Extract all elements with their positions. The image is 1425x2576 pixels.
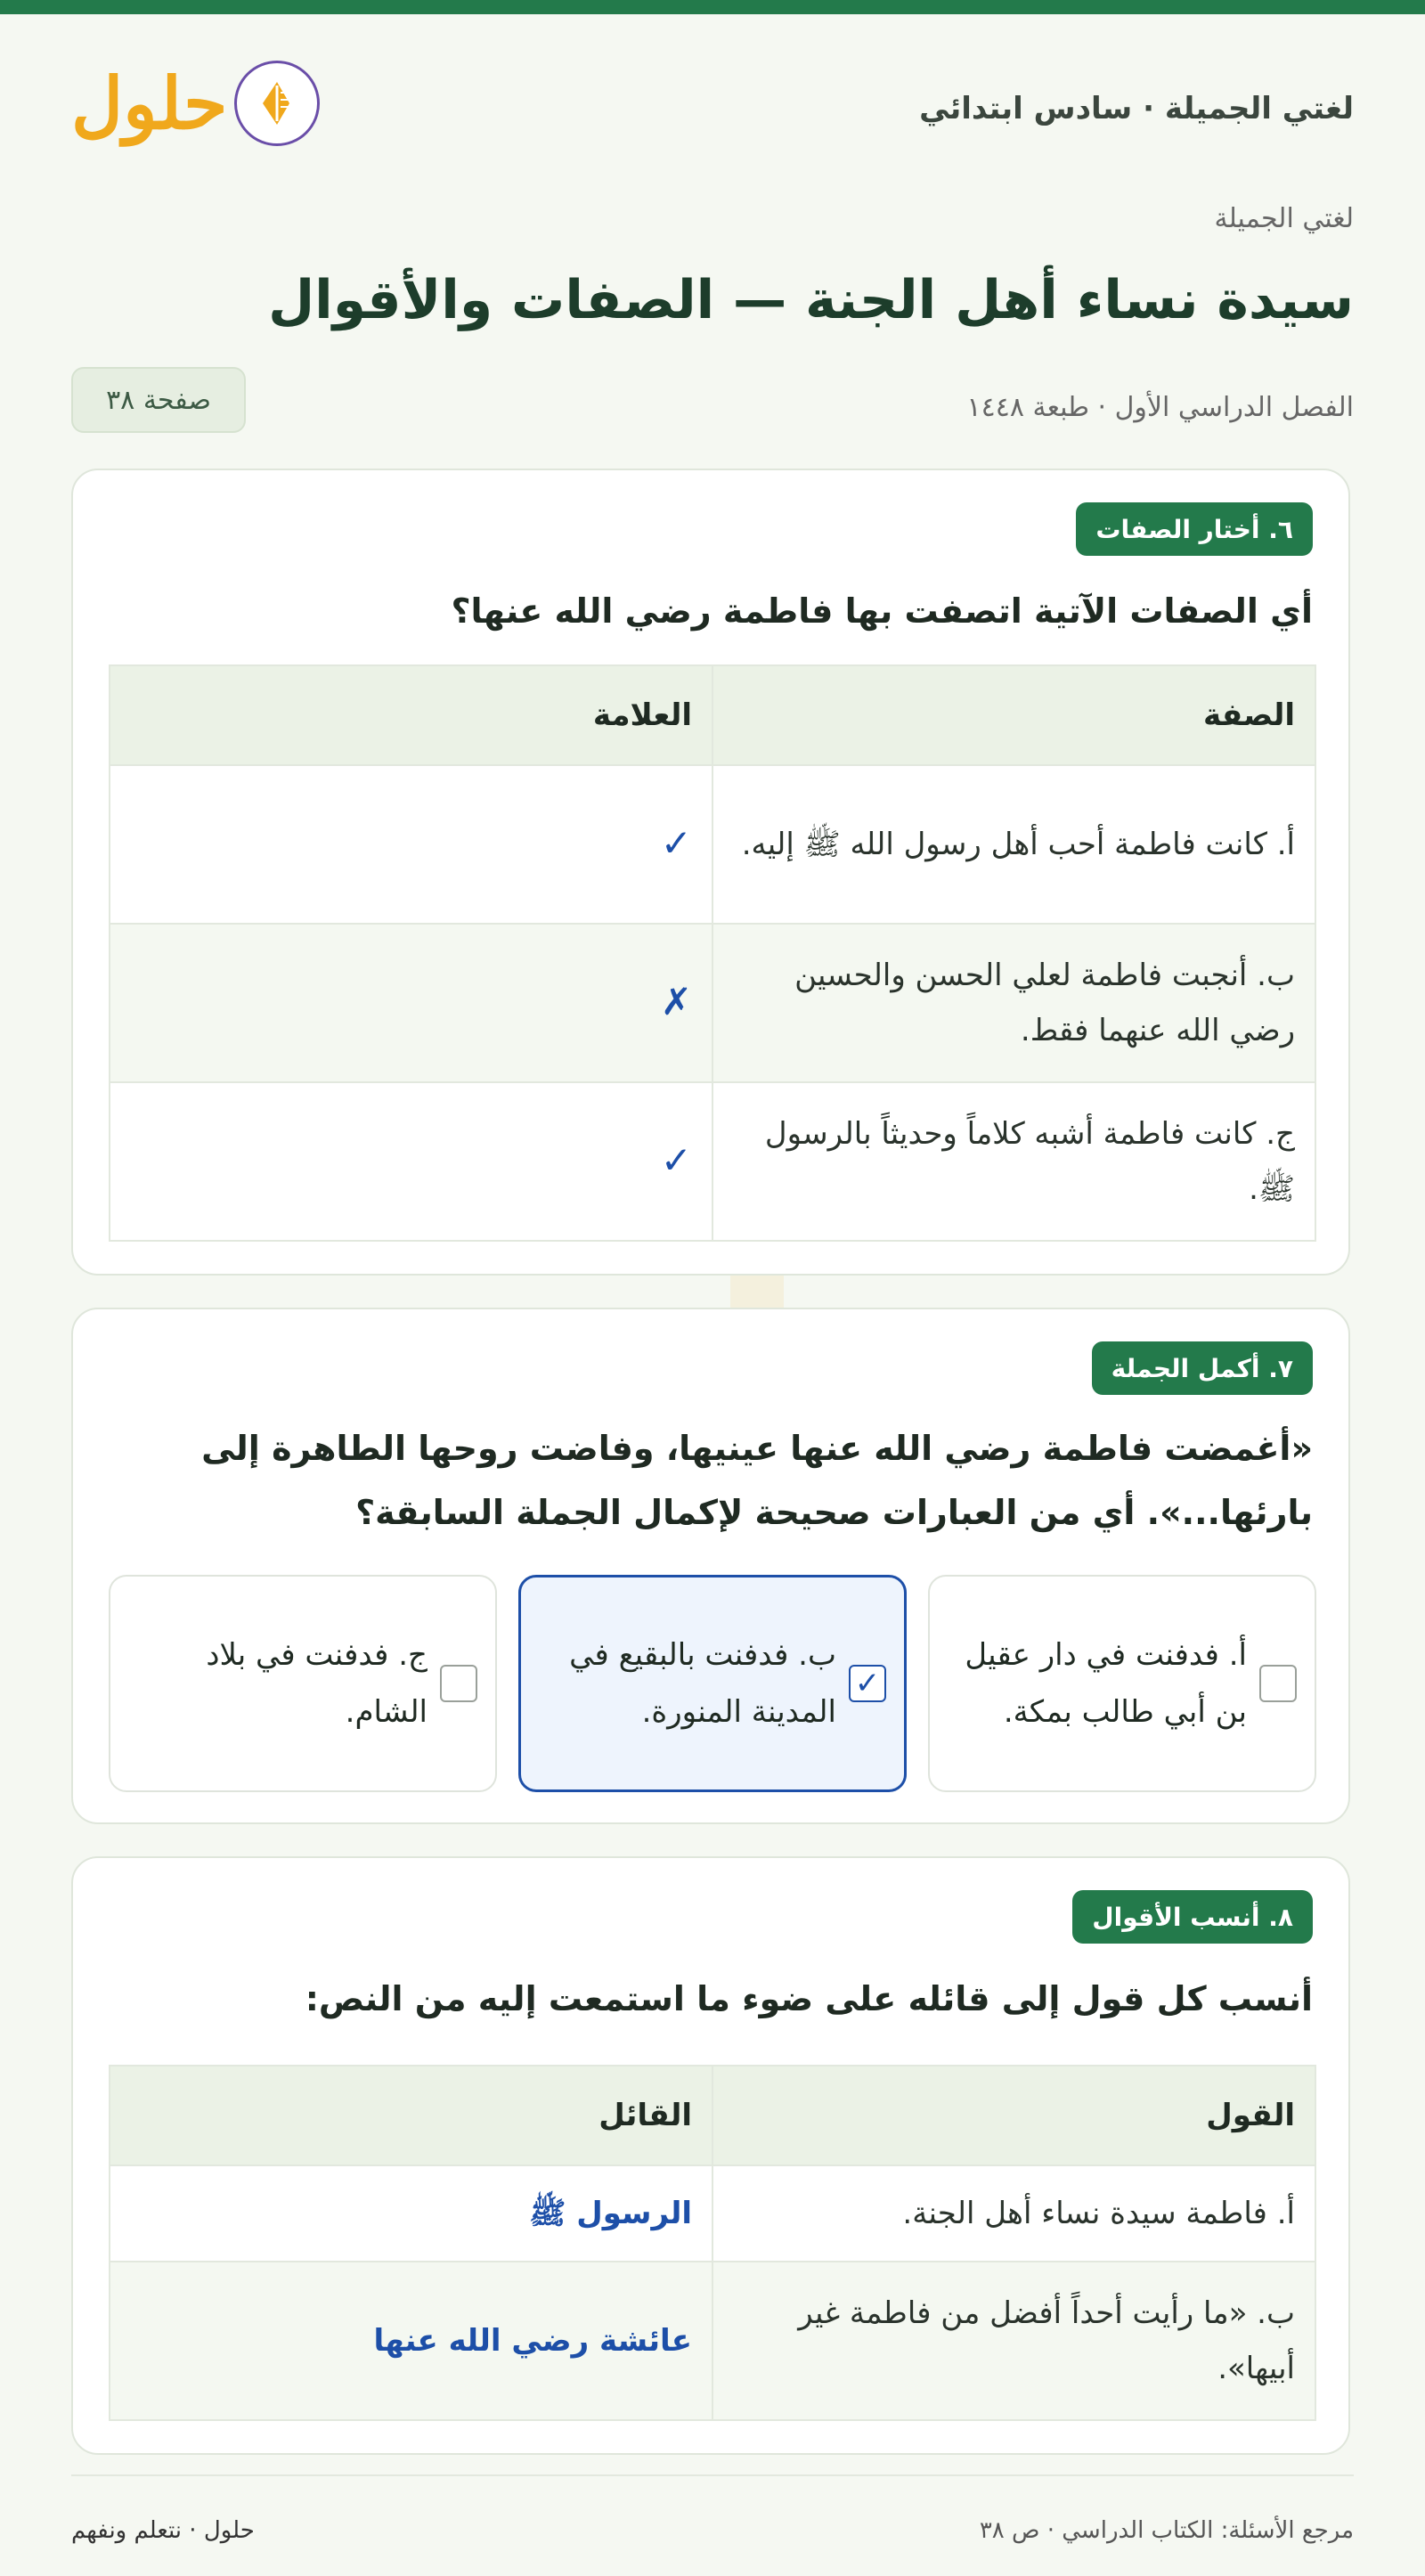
page-header (71, 14, 1354, 210)
table-row (110, 2165, 1315, 2262)
table-row (110, 2262, 1315, 2420)
logo-wordmark: حلول (71, 61, 228, 145)
column-header-trait: الصفة (712, 665, 1315, 765)
option-c-label: ج. فدفنت في بلاد الشام. (206, 1637, 428, 1730)
column-header-saying: القول (712, 2066, 1315, 2165)
section-6-card (71, 469, 1350, 1276)
section-8-tag: ٨. أنسب الأقوال (1072, 1890, 1313, 1944)
section-6-question: أي الصفات الآتية اتصفت بها فاطمة رضي الله عنها؟ (451, 591, 1313, 631)
checkbox-a[interactable] (1259, 1665, 1297, 1702)
check-mark-icon: ✓ (660, 820, 692, 865)
trait-cell: أ. كانت فاطمة أحب أهل رسول الله ﷺ إليه. (712, 765, 1315, 924)
table-row (110, 1082, 1315, 1241)
traits-table (109, 664, 1316, 1242)
table-header-row (110, 665, 1315, 765)
mark-cell[interactable] (110, 765, 712, 924)
table-header-row (110, 2066, 1315, 2165)
saying-cell: أ. فاطمة سيدة نساء أهل الجنة. (712, 2165, 1315, 2262)
check-mark-icon: ✓ (660, 1137, 692, 1182)
section-8-question: أنسب كل قول إلى قائله على ضوء ما استمعت إليه من النص: (305, 1979, 1313, 2018)
column-header-mark: العلامة (110, 665, 712, 765)
option-a-label: أ. فدفنت في دار عقيل بن أبي طالب بمكة. (965, 1637, 1247, 1730)
footer-brand: حلول · نتعلم ونفهم (71, 2517, 255, 2544)
section-8-card (71, 1856, 1350, 2455)
page-number-badge: صفحة ٣٨ (71, 367, 246, 433)
option-b[interactable] (518, 1575, 907, 1792)
table-row (110, 924, 1315, 1082)
book-icon (234, 61, 320, 146)
section-6-tag: ٦. أختار الصفات (1076, 502, 1313, 556)
speaker-answer: الرسول ﷺ (529, 2196, 693, 2231)
page-title: سيدة نساء أهل الجنة — الصفات والأقوال (268, 269, 1354, 331)
speaker-cell[interactable] (110, 2165, 712, 2262)
speaker-answer: عائشة رضي الله عنها (373, 2323, 693, 2359)
option-a[interactable] (928, 1575, 1316, 1792)
speaker-cell[interactable] (110, 2262, 712, 2420)
section-7-tag: ٧. أكمل الجملة (1092, 1341, 1313, 1395)
series-title: لغتي الجميلة · سادس ابتدائي (919, 91, 1354, 126)
subject-label: لغتي الجميلة (1214, 203, 1354, 234)
trait-cell: ب. أنجبت فاطمة لعلي الحسن والحسين رضي الله عنهما فقط. (712, 924, 1315, 1082)
section-7-card (71, 1308, 1350, 1824)
footer-divider (71, 2474, 1354, 2476)
checkbox-c[interactable] (440, 1665, 477, 1702)
mark-cell[interactable] (110, 1082, 712, 1241)
cross-mark-icon: ✗ (660, 979, 692, 1023)
brand-logo[interactable] (71, 61, 320, 146)
option-b-label: ب. فدفنت بالبقيع في المدينة المنورة. (569, 1637, 836, 1730)
answer-options (109, 1575, 1316, 1792)
column-header-speaker: القائل (110, 2066, 712, 2165)
footer-reference: مرجع الأسئلة: الكتاب الدراسي · ص ٣٨ (979, 2517, 1354, 2544)
option-c[interactable] (109, 1575, 497, 1792)
top-accent-bar (0, 0, 1425, 14)
trait-cell: ج. كانت فاطمة أشبه كلاماً وحديثاً بالرسول ﷺ. (712, 1082, 1315, 1241)
worksheet-page (71, 14, 1354, 2544)
table-row (110, 765, 1315, 924)
checkbox-b-checked[interactable] (849, 1665, 886, 1702)
edition-meta: الفصل الدراسي الأول · طبعة ١٤٤٨ (966, 392, 1354, 423)
section-7-question: «أغمضت فاطمة رضي الله عنها عينيها، وفاضت روحها الطاهرة إلى بارئها...». أي من العبارات صحيحة لإكمال الجملة السابقة؟ (201, 1429, 1313, 1532)
mark-cell[interactable] (110, 924, 712, 1082)
check-icon: ✓ (854, 1666, 881, 1701)
sayings-table (109, 2065, 1316, 2421)
saying-cell: ب. «ما رأيت أحداً أفضل من فاطمة غير أبيها». (712, 2262, 1315, 2420)
